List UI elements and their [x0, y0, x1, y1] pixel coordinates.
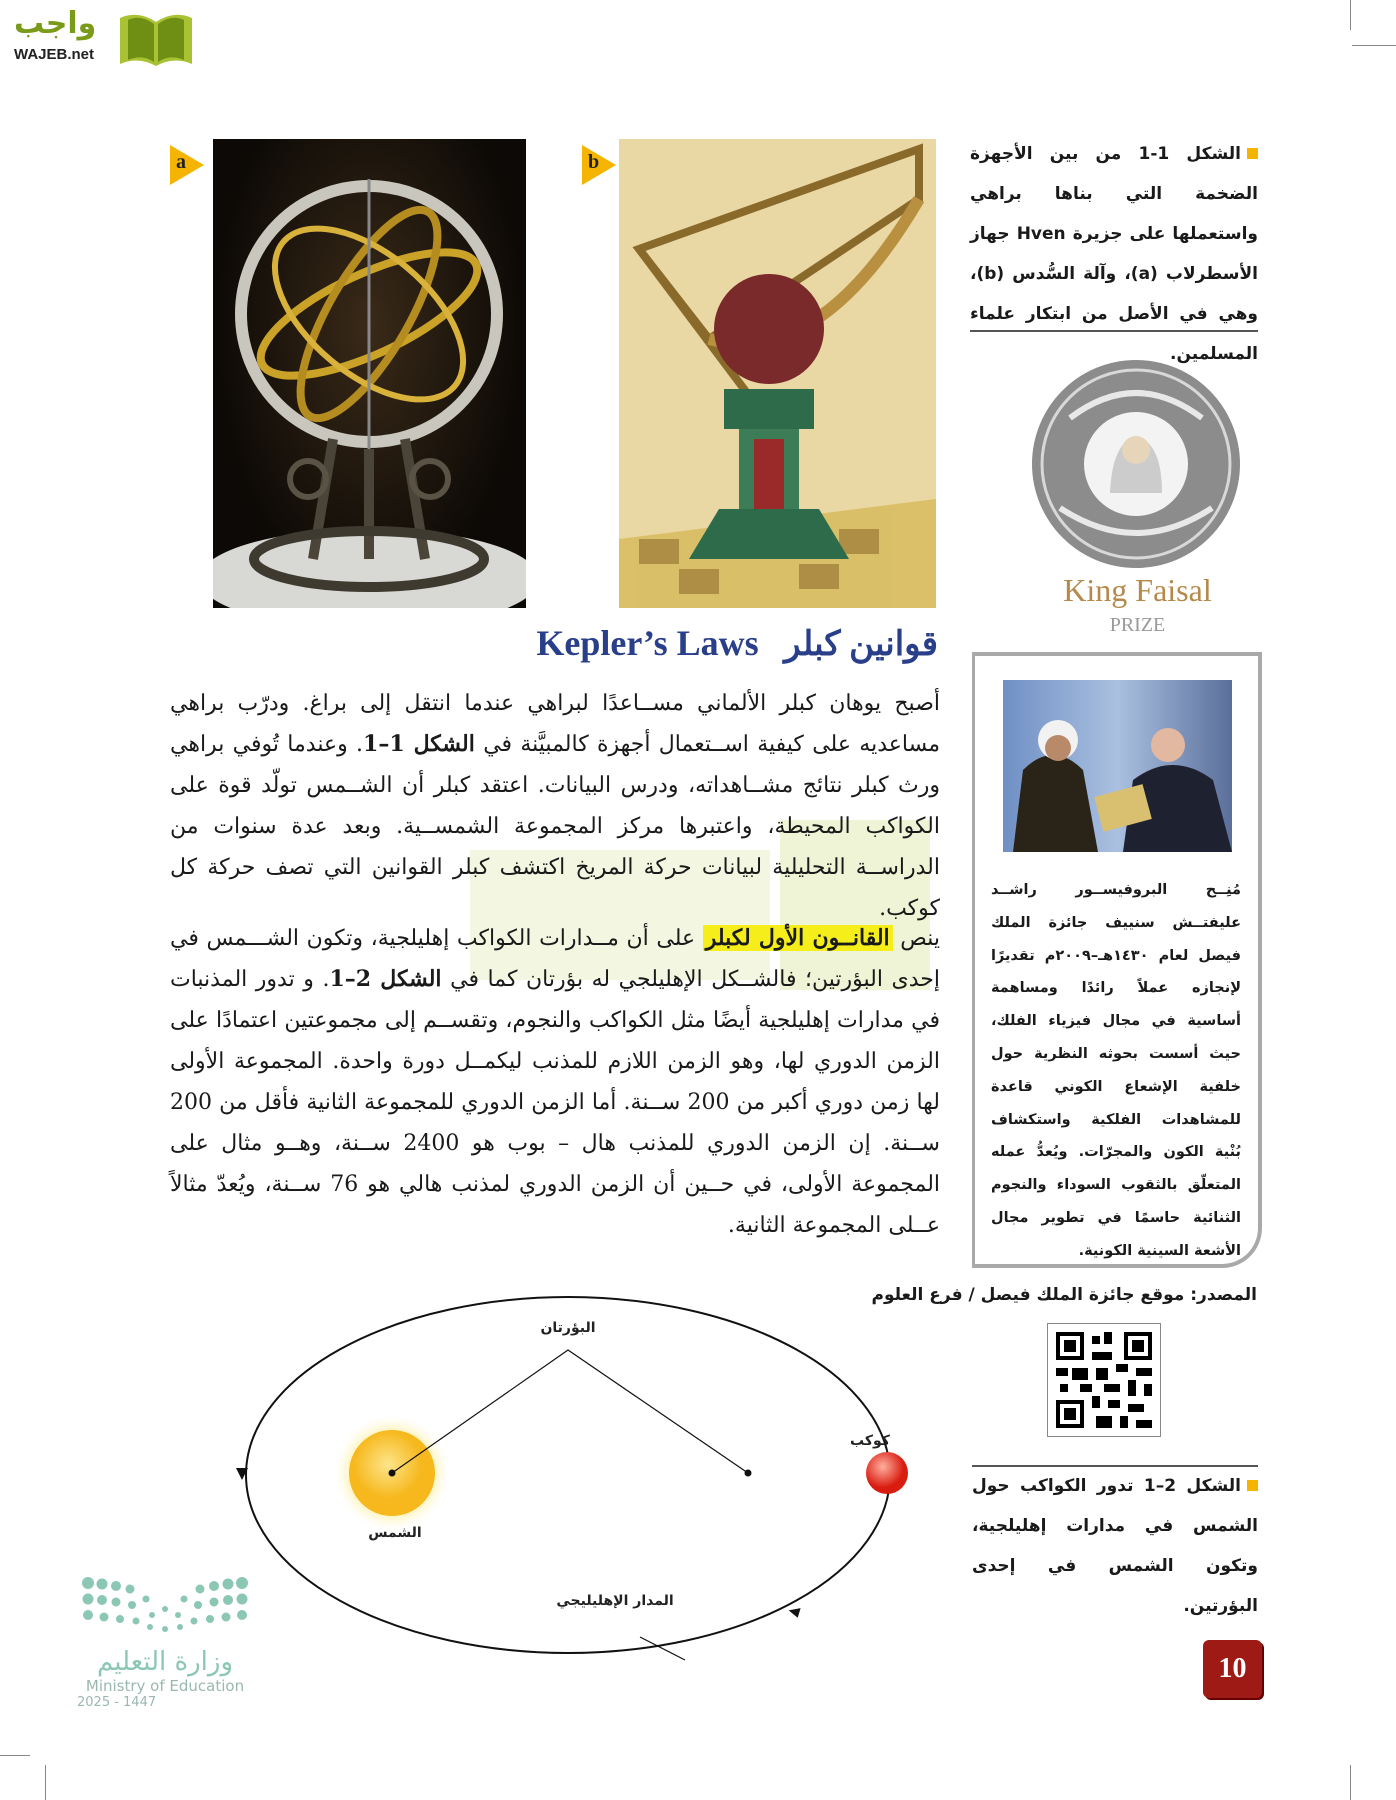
sidebar-text: مُنِــح البروفيســور راشــد عليفتــش سنييف جائزة الملك فيصل لعام ١٤٣٠هـ–٢٠٠٩م تقديرًا لإنجازه عملاً رائدًا ومساهمة أساسية في مجال فيزياء الفلك، حيث أسست بحوثه النظرية حول خلفية الإشعاع الكوني قاعدة للمشاهدات الفلكية واستكشاف بُنْية الكون والمجرّات. ويُعدُّ عمله المتعلّق بالثقوب السوداء والنجوم الثنائية حاسمًا في تطوير مجال الأشعة السينية الكونية. [991, 882, 1241, 1259]
crop-mark [0, 1755, 30, 1756]
source-note: المصدر: موقع جائزة الملك فيصل / فرع العلوم [871, 1285, 1257, 1305]
paragraph-1: أصبح يوهان كبلر الألماني مســاعدًا لبراهي عندما انتقل إلى براغ. ودرّب براهي مساعديه على كيفية اســتعمال أجهزة كالمبيَّنة في الشكل 1–1. وعندما تُوفي براهي ورث كبلر نتائج مشــاهداته، ودرس البيانات. اعتقد كبلر أن الشــمس تولّد قوة على الكواكب المحيطة، واعتبرها مركز المجموعة الشمســية. وبعد عدة سنوات من الدراســة التحليلية لبيانات حركة المريخ اكتشف كبلر القوانين التي تصف حركة كل كوكب. [170, 691, 940, 921]
ministry-of-education-logo: وزارة التعليم Ministry of Education 2025 - 1447 [75, 1575, 255, 1710]
figure-1-2-caption: الشكل 2–1 تدور الكواكب حول الشمس في مدارات إهليلجية، وتكون الشمس في إحدى البؤرتين. [972, 1476, 1258, 1616]
caption-bullet-icon [1247, 1480, 1258, 1491]
crop-mark [1350, 0, 1351, 30]
orbit-label: المدار الإهليليجي [556, 1593, 674, 1609]
caption-bullet-icon [1247, 148, 1258, 159]
sextant-illustration [619, 139, 936, 608]
elliptical-orbit-diagram [230, 1290, 930, 1670]
figure-label-a: a [170, 145, 206, 185]
king-faisal-prize-seal [1030, 358, 1242, 570]
prize-title: King Faisal [1063, 572, 1212, 608]
ministry-dots-icon [80, 1575, 250, 1637]
award-ceremony-photo [1003, 680, 1232, 852]
armillary-sphere-photo [213, 139, 526, 608]
wajeb-logo[interactable]: واجب WAJEB.net [8, 6, 193, 66]
paragraph-2: ينص القانــون الأول لكبلر على أن مــدارات الكواكب إهليلجية، وتكون الشـــمس في إحدى البؤرتين؛ فالشــكل الإهليلجي له بؤرتان كما في الشكل 2–1. و تدور المذنبات في مدارات إهليلجية أيضًا مثل الكواكب والنجوم، وتقســم إلى مجموعتين اعتمادًا على الزمن الدوري لها، وهو الزمن اللازم للمذنب ليكمــل دورة واحدة. المجموعة الأولى لها زمن دوري أكبر من 200 ســنة. أما الزمن الدوري للمجموعة الثانية فأقل من 200 ســنة. إن الزمن الدوري للمذنب هال – بوب هو 2400 ســنة، وهــو مثال على المجموعة الأولى، في حــين أن الزمن الدوري لمذنب هالي هو 76 ســنة، ويُعدّ مثالاً عــلى المجموعة الثانية. [170, 925, 941, 1238]
figure-1-1-caption: الشكل 1-1 من بين الأجهزة الضخمة التي بناها براهي واستعملها على جزيرة Hven جهاز الأسطرلاب (a)، وآلة السُّدس (b)، وهي في الأصل من ابتكار علماء المسلمين. [970, 144, 1258, 364]
foci-label: البؤرتان [540, 1320, 596, 1336]
crop-mark [45, 1765, 46, 1800]
prize-subtitle: PRIZE [1109, 614, 1166, 636]
caption-divider [970, 330, 1258, 332]
crop-mark [1352, 45, 1396, 46]
orbit-arrow-icon [789, 1606, 804, 1620]
prize-winner-sidebar [972, 652, 1262, 1268]
figure-label-b: b [582, 145, 618, 185]
planet-label: كوكب [850, 1433, 890, 1449]
page-number: 10 [1203, 1640, 1262, 1698]
section-heading: قوانين كبلر Kepler’s Laws [536, 623, 938, 663]
open-book-icon [116, 10, 196, 68]
qr-code[interactable] [1047, 1323, 1161, 1437]
sun-label: الشمس [368, 1525, 422, 1541]
key-term-highlight: القانــون الأول لكبلر [703, 925, 893, 951]
crop-mark [1350, 1765, 1351, 1800]
planet [866, 1452, 908, 1494]
